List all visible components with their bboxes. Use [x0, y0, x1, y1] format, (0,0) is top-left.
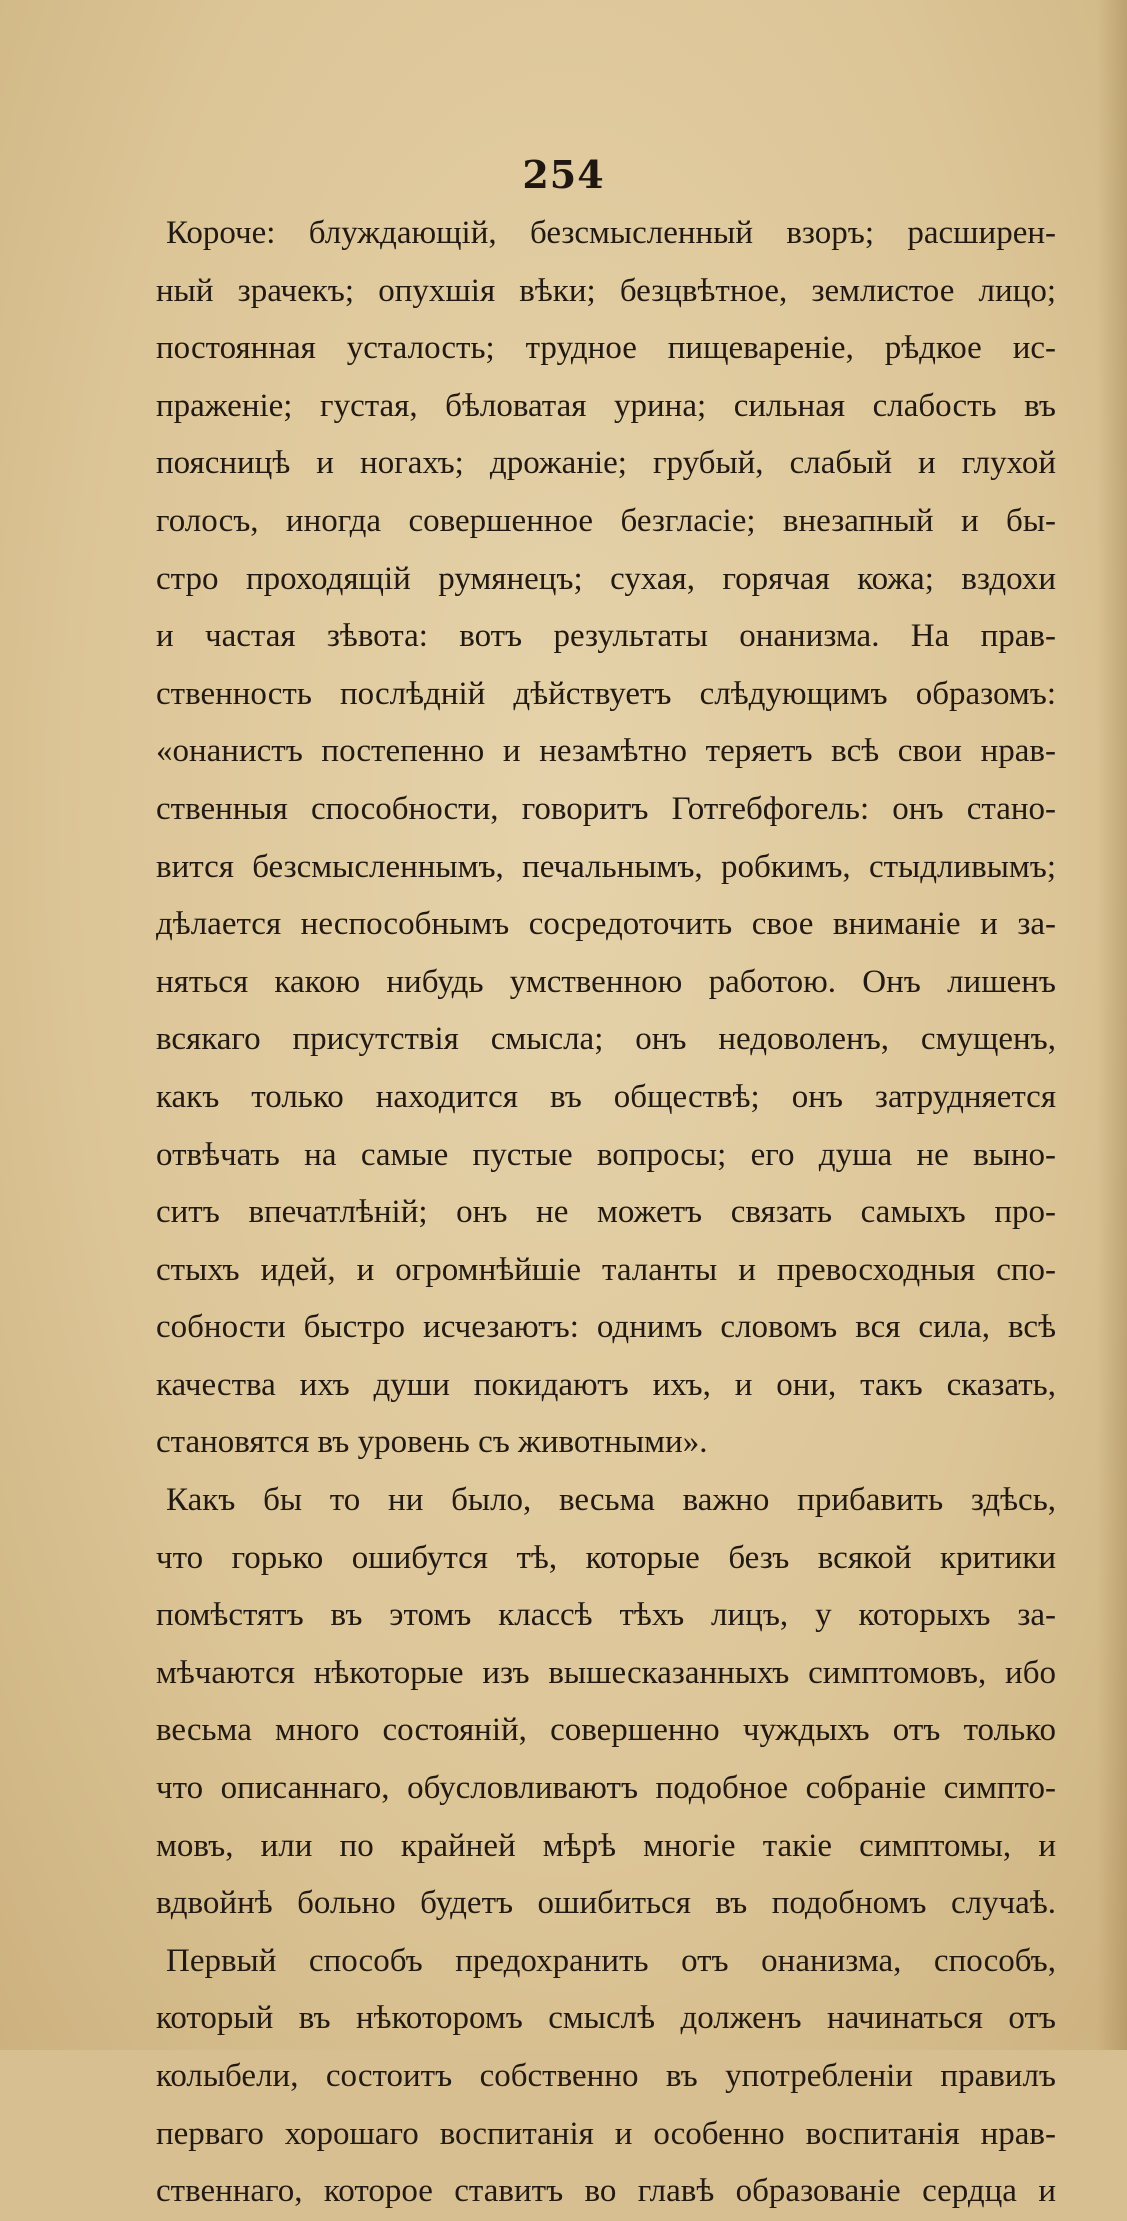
text-line: стыхъ идей, и огромнѣйшіе таланты и превосходныя спо-: [156, 1251, 1056, 1288]
text-line: весьма много состояній, совершенно чуждыхъ отъ только: [156, 1712, 1056, 1749]
text-line: ственныя способности, говоритъ Готгебфогель: онъ стано-: [156, 790, 1056, 827]
page-text: [156, 205, 1056, 2221]
text-line: ный зрачекъ; опухшія вѣки; безцвѣтное, землистое лицо;: [156, 272, 1056, 309]
text-line: поясницѣ и ногахъ; дрожаніе; грубый, слабый и глухой: [156, 445, 1056, 482]
text-line: Короче: блуждающій, безсмысленный взоръ; расширен-: [166, 215, 1056, 251]
text-line: который въ нѣкоторомъ смыслѣ долженъ начинаться отъ: [156, 2000, 1056, 2037]
text-line: праженіе; густая, бѣловатая урина; сильная слабость въ: [156, 387, 1056, 424]
text-line: вится безсмысленнымъ, печальнымъ, робкимъ, стыдливымъ;: [156, 848, 1056, 885]
text-line: собности быстро исчезаютъ: однимъ словомъ вся сила, всѣ: [156, 1309, 1056, 1346]
text-line: ственность послѣдній дѣйствуетъ слѣдующимъ образомъ:: [156, 675, 1056, 712]
text-line: и частая зѣвота: вотъ результаты онанизма. На прав-: [156, 618, 1056, 655]
text-line: ственнаго, которое ставитъ во главѣ образованіе сердца и: [156, 2173, 1056, 2210]
text-line: постоянная усталость; трудное пищевареніе, рѣдкое ис-: [156, 330, 1056, 367]
text-line: мовъ, или по крайней мѣрѣ многіе такіе симптомы, и: [156, 1827, 1056, 1864]
text-line: качества ихъ души покидаютъ ихъ, и они, такъ сказать,: [156, 1366, 1056, 1403]
text-line: что горько ошибутся тѣ, которые безъ всякой критики: [156, 1539, 1056, 1576]
text-line: ситъ впечатлѣній; онъ не можетъ связать самыхъ про-: [156, 1194, 1056, 1231]
text-line: «онанистъ постепенно и незамѣтно теряетъ всѣ свои нрав-: [156, 733, 1056, 770]
text-line: няться какою нибудь умственною работою. Онъ лишенъ: [156, 963, 1056, 1000]
text-line: Первый способъ предохранить отъ онанизма, способъ,: [166, 1942, 1056, 1979]
text-line: мѣчаются нѣкоторые изъ вышесказанныхъ симптомовъ, ибо: [156, 1654, 1056, 1691]
text-line: Какъ бы то ни было, весьма важно прибавить здѣсь,: [166, 1482, 1056, 1519]
page-number: 254: [522, 152, 605, 197]
text-line: колыбели, состоитъ собственно въ употребленіи правилъ: [156, 2058, 1056, 2094]
text-line: отвѣчать на самые пустые вопросы; его душа не выно-: [156, 1136, 1056, 1173]
text-line: помѣстятъ въ этомъ классѣ тѣхъ лицъ, у которыхъ за-: [156, 1597, 1056, 1634]
text-line: что описаннаго, обусловливаютъ подобное собраніе симпто-: [156, 1770, 1056, 1807]
text-line: голосъ, иногда совершенное безгласіе; внезапный и бы-: [156, 502, 1056, 539]
text-line: становятся въ уровень съ животными».: [156, 1424, 708, 1461]
text-line: стро проходящій румянецъ; сухая, горячая кожа; вздохи: [156, 560, 1056, 597]
text-line: какъ только находится въ обществѣ; онъ затрудняется: [156, 1078, 1056, 1115]
text-line: вдвойнѣ больно будетъ ошибиться въ подобномъ случаѣ.: [156, 1885, 1056, 1922]
text-line: всякаго присутствія смысла; онъ недоволенъ, смущенъ,: [156, 1021, 1056, 1058]
text-line: перваго хорошаго воспитанія и особенно воспитанія нрав-: [156, 2115, 1056, 2152]
text-line: дѣлается неспособнымъ сосредоточить свое вниманіе и за-: [156, 906, 1056, 943]
